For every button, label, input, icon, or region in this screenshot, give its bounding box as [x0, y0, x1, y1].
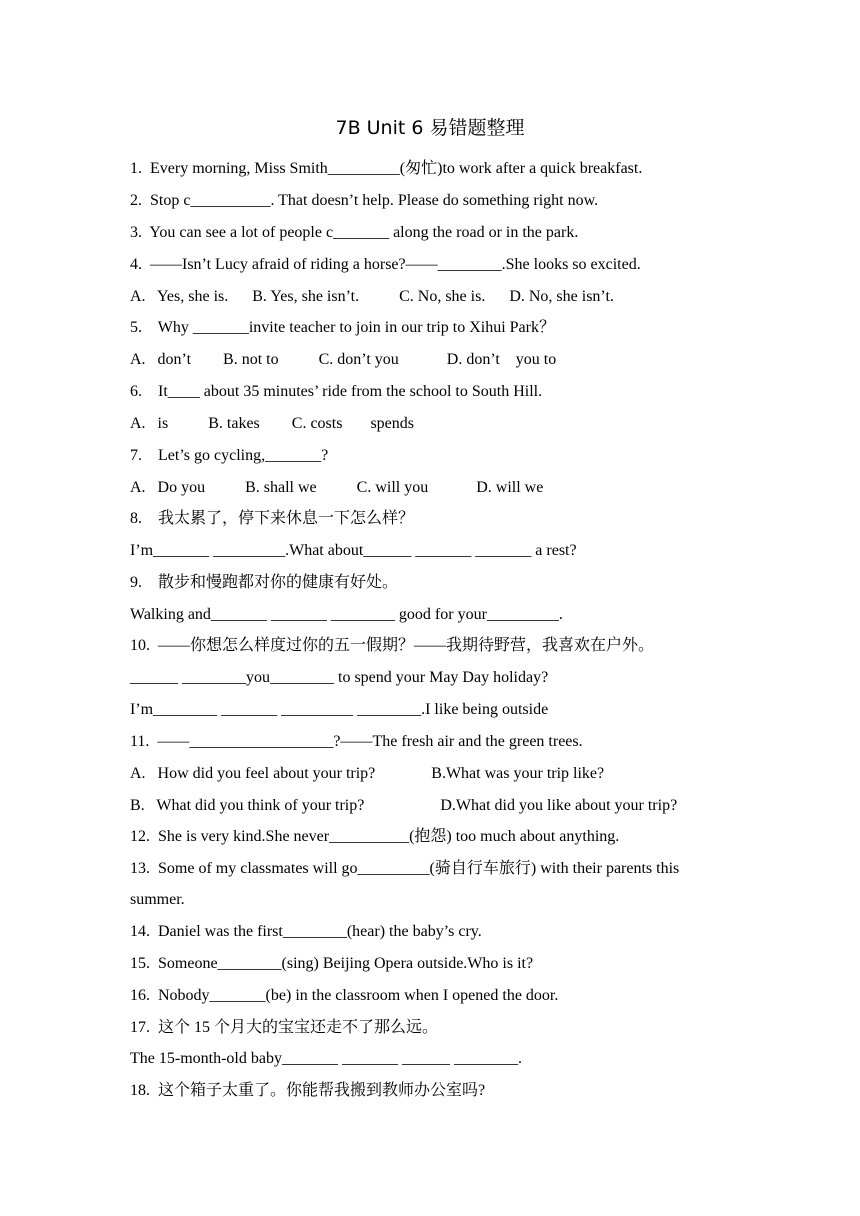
- question-11-options-row-2: B. What did you think of your trip? D.What did you like about your trip?: [130, 797, 678, 814]
- question-9-answer-line: Walking and_______ _______ ________ good for your_________.: [130, 606, 563, 623]
- question-6-options: A. is B. takes C. costs spends: [130, 415, 414, 432]
- page-title: 7B Unit 6 易错题整理: [335, 117, 525, 139]
- question-7-options: A. Do you B. shall we C. will you D. will we: [130, 479, 544, 496]
- question-2: 2. Stop c__________. That doesn’t help. Please do something right now.: [130, 192, 599, 209]
- question-5-options: A. don’t B. not to C. don’t you D. don’t you to: [130, 351, 557, 368]
- question-17: 17. 这个 15 个月大的宝宝还走不了那么远。: [130, 1019, 439, 1036]
- question-11-options-row-1: A. How did you feel about your trip? B.What was your trip like?: [130, 765, 605, 782]
- question-10: 10. ——你想怎么样度过你的五一假期？——我期待野营，我喜欢在户外。: [130, 637, 655, 654]
- question-13: 13. Some of my classmates will go_________(骑自行车旅行) with their parents this: [130, 860, 680, 877]
- question-4: 4. ——Isn’t Lucy afraid of riding a horse?——________.She looks so excited.: [130, 256, 641, 273]
- question-10-answer-line-1: ______ ________you________ to spend your May Day holiday?: [130, 669, 549, 686]
- question-9: 9. 散步和慢跑都对你的健康有好处。: [130, 574, 399, 591]
- question-14: 14. Daniel was the first________(hear) the baby’s cry.: [130, 923, 482, 940]
- question-5: 5. Why _______invite teacher to join in our trip to Xihui Park？: [130, 319, 555, 336]
- question-17-answer-line: The 15-month-old baby_______ _______ ______ ________.: [130, 1050, 522, 1067]
- question-3: 3. You can see a lot of people c_______ along the road or in the park.: [130, 224, 579, 241]
- question-8: 8. 我太累了，停下来休息一下怎么样？: [130, 510, 415, 527]
- question-6: 6. It____ about 35 minutes’ ride from the school to South Hill.: [130, 383, 543, 400]
- question-13-continuation: summer.: [130, 891, 185, 908]
- question-10-answer-line-2: I’m________ _______ _________ ________.I like being outside: [130, 701, 549, 718]
- question-18: 18. 这个箱子太重了。你能帮我搬到教师办公室吗?: [130, 1082, 486, 1099]
- question-7: 7. Let’s go cycling,_______?: [130, 447, 329, 464]
- question-1: 1. Every morning, Miss Smith_________(匆忙)to work after a quick breakfast.: [130, 160, 643, 177]
- question-8-answer-line: I’m_______ _________.What about______ _______ _______ a rest?: [130, 542, 577, 559]
- question-12: 12. She is very kind.She never__________(抱怨) too much about anything.: [130, 828, 620, 845]
- question-16: 16. Nobody_______(be) in the classroom when I opened the door.: [130, 987, 559, 1004]
- question-11: 11. ——__________________?——The fresh air and the green trees.: [130, 733, 583, 750]
- question-4-options: A. Yes, she is. B. Yes, she isn’t. C. No, she is. D. No, she isn’t.: [130, 288, 614, 305]
- question-15: 15. Someone________(sing) Beijing Opera outside.Who is it?: [130, 955, 534, 972]
